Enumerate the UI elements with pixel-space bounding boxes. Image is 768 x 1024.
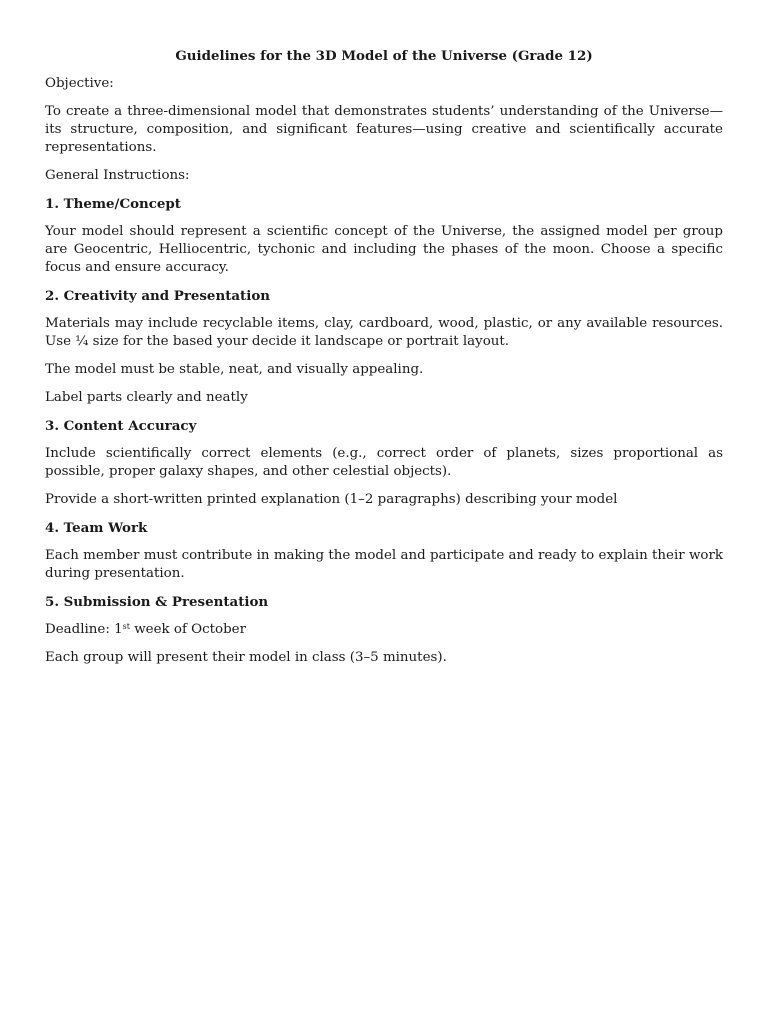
section-heading-creativity: 2. Creativity and Presentation xyxy=(45,288,270,304)
section-heading-team-work: 4. Team Work xyxy=(45,520,148,536)
general-instructions-label: General Instructions: xyxy=(45,168,190,183)
deadline-prefix: Deadline: 1 xyxy=(45,622,123,637)
team-work-paragraph: Each member must contribute in making the model and participate and ready to explain their work during presentation. xyxy=(45,548,723,581)
deadline-ordinal: st xyxy=(122,622,130,631)
section-heading-content-accuracy: 3. Content Accuracy xyxy=(45,418,197,434)
document-body xyxy=(45,47,723,677)
document-title: Guidelines for the 3D Model of the Universe (Grade 12) xyxy=(175,48,593,64)
objective-label: Objective: xyxy=(45,76,114,91)
creativity-paragraph-materials: Materials may include recyclable items, clay, cardboard, wood, plastic, or any available resources. Use ¼ size for the based your decide it landscape or portrait layout. xyxy=(45,316,723,349)
accuracy-paragraph-elements: Include scientifically correct elements (e.g., correct order of planets, sizes proportional as possible, proper galaxy shapes, and other celestial objects). xyxy=(45,446,723,479)
section-heading-submission: 5. Submission & Presentation xyxy=(45,594,269,610)
accuracy-paragraph-explanation: Provide a short-written printed explanation (1–2 paragraphs) describing your model xyxy=(45,492,618,507)
deadline-suffix: week of October xyxy=(129,622,246,637)
objective-text: To create a three-dimensional model that demonstrates students’ understanding of the Universe—its structure, composition, and significant features—using creative and scientifically accurate representations. xyxy=(45,104,723,155)
creativity-paragraph-stable: The model must be stable, neat, and visually appealing. xyxy=(45,362,424,377)
presentation-paragraph: Each group will present their model in class (3–5 minutes). xyxy=(45,650,447,665)
deadline-line xyxy=(45,621,723,639)
creativity-paragraph-label: Label parts clearly and neatly xyxy=(45,390,248,405)
theme-paragraph: Your model should represent a scientific concept of the Universe, the assigned model per group are Geocentric, Helliocentric, tychonic and including the phases of the moon. Choose a specific focus and ensure accuracy. xyxy=(45,224,723,275)
section-heading-theme: 1. Theme/Concept xyxy=(45,196,181,212)
